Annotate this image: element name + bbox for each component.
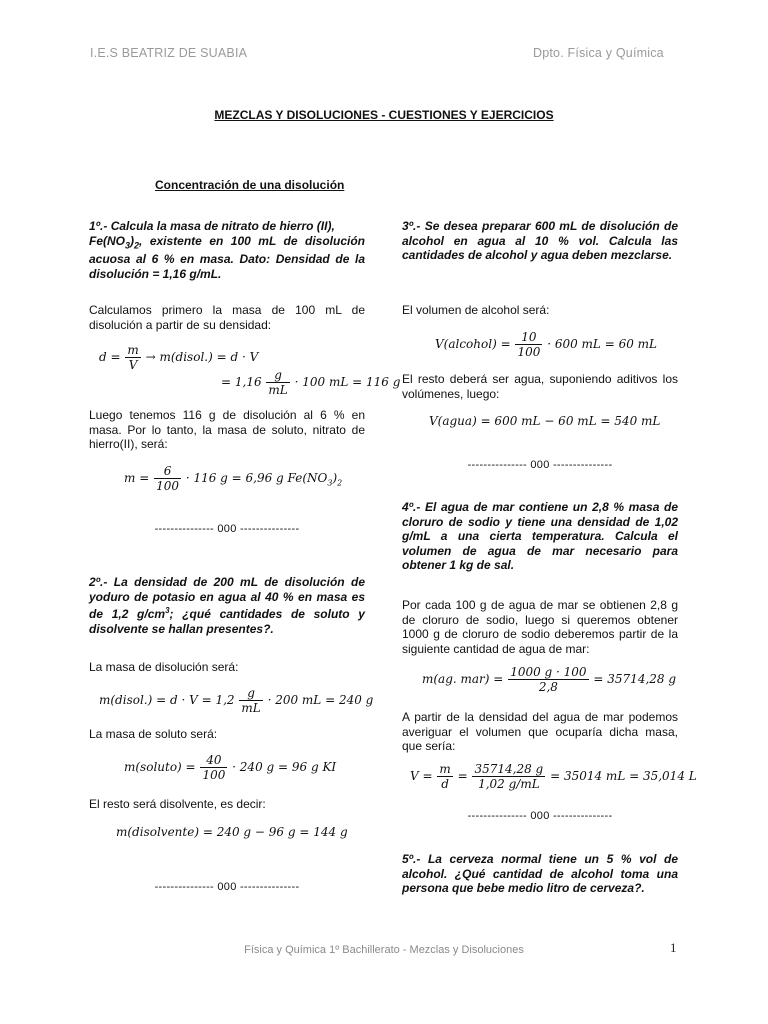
question-5: 5º.- La cerveza normal tiene un 5 % vol de alcohol. ¿Qué cantidad de alcohol toma una persona que bebe medio litro de cerveza?.	[402, 852, 678, 895]
page-title: MEZCLAS Y DISOLUCIONES - CUESTIONES Y EJERCICIOS	[214, 108, 554, 122]
page-number: 1	[670, 940, 677, 955]
q2-equation-solvent: m(disolvente) = 240 g − 96 g = 144 g	[116, 825, 348, 839]
q1-equation-mass: = 1,16 $\frac{g}{mL}$ · 100 mL = 116 g	[221, 368, 401, 397]
header-department: Dpto. Física y Química	[533, 46, 664, 60]
q1-paragraph-1: Calculamos primero la masa de 100 mL de disolución a partir de su densidad:	[89, 303, 365, 332]
separator: --------------- 000 ---------------	[154, 881, 300, 893]
q2-paragraph-1: La masa de disolución será:	[89, 660, 239, 674]
q3-equation-water: V(agua) = 600 mL − 60 mL = 540 mL	[429, 414, 661, 428]
footer: Física y Química 1º Bachillerato - Mezclas y Disoluciones	[244, 944, 524, 956]
q1-paragraph-2: Luego tenemos 116 g de disolución al 6 % en masa. Por lo tanto, la masa de soluto, nitrato de hierro(II), será:	[89, 408, 365, 451]
q2-equation-solute: m(soluto) = $\frac{40}{100}$ · 240 g = 96 g KI	[124, 753, 337, 782]
question-1: 1º.- Calcula la masa de nitrato de hierro (II), $Fe(NO_3)_2$, existente en 100 mL de disolución acuosa al 6 % en masa. Dato: Densidad de la disolución = 1,16 g/mL.	[89, 219, 365, 281]
q2-paragraph-3: El resto será disolvente, es decir:	[89, 797, 266, 811]
q1-equation-solute: m = $\frac{6}{100}$ · 116 g = 6,96 g $Fe(NO_3)_2$	[124, 464, 343, 493]
separator: --------------- 000 ---------------	[467, 459, 613, 471]
separator: --------------- 000 ---------------	[154, 523, 300, 535]
q4-equation-volume: V = $\frac{m}{d}$ = $\frac{35714,28 g}{1,02 g/mL}$ = 35014 mL = 35,014 L	[410, 762, 697, 791]
question-2: 2º.- La densidad de 200 mL de disolución de yoduro de potasio en agua al 40 % en masa es de 1,2 $g/cm^3$; ¿qué cantidades de soluto y disolvente se hallan presentes?.	[89, 575, 365, 636]
q3-equation-alcohol: V(alcohol) = $\frac{10}{100}$ · 600 mL = 60 mL	[435, 330, 658, 359]
q3-paragraph-2: El resto deberá ser agua, suponiendo aditivos los volúmenes, luego:	[402, 372, 678, 401]
separator: --------------- 000 ---------------	[467, 810, 613, 822]
question-4: 4º.- El agua de mar contiene un 2,8 % masa de cloruro de sodio y tiene una densidad de 1,02 g/mL a una cierta temperatura. Calcula el volumen de agua de mar necesario para obtener 1 kg de sal.	[402, 500, 678, 572]
q2-equation-mass: m(disol.) = d · V = 1,2 $\frac{g}{mL}$ · 200 mL = 240 g	[99, 686, 374, 715]
q4-paragraph-2: A partir de la densidad del agua de mar podemos averiguar el volumen que ocuparía dicha masa, que sería:	[402, 710, 678, 753]
right-column	[402, 0, 697, 1024]
section-heading: Concentración de una disolución	[155, 178, 345, 192]
question-3: 3º.- Se desea preparar 600 mL de disolución de alcohol en agua al 10 % vol. Calcula las cantidades de alcohol y agua deben mezclarse.	[402, 219, 678, 262]
q3-paragraph-1: El volumen de alcohol será:	[402, 303, 550, 317]
q1-equation-density: d = $\frac{m}{V}$ → m(disol.) = d · V	[99, 343, 259, 372]
q4-equation-mass: m(ag. mar) = $\frac{1000 g \cdot 100}{2,8}$ = 35714,28 g	[422, 665, 677, 694]
header-school: I.E.S BEATRIZ DE SUABIA	[90, 46, 248, 60]
q2-paragraph-2: La masa de soluto será:	[89, 727, 218, 741]
q4-paragraph-1: Por cada 100 g de agua de mar se obtienen 2,8 g de cloruro de sodio, luego si queremos obtener 1000 g de cloruro de sodio deberemos partir de la siguiente cantidad de agua de mar:	[402, 598, 678, 656]
